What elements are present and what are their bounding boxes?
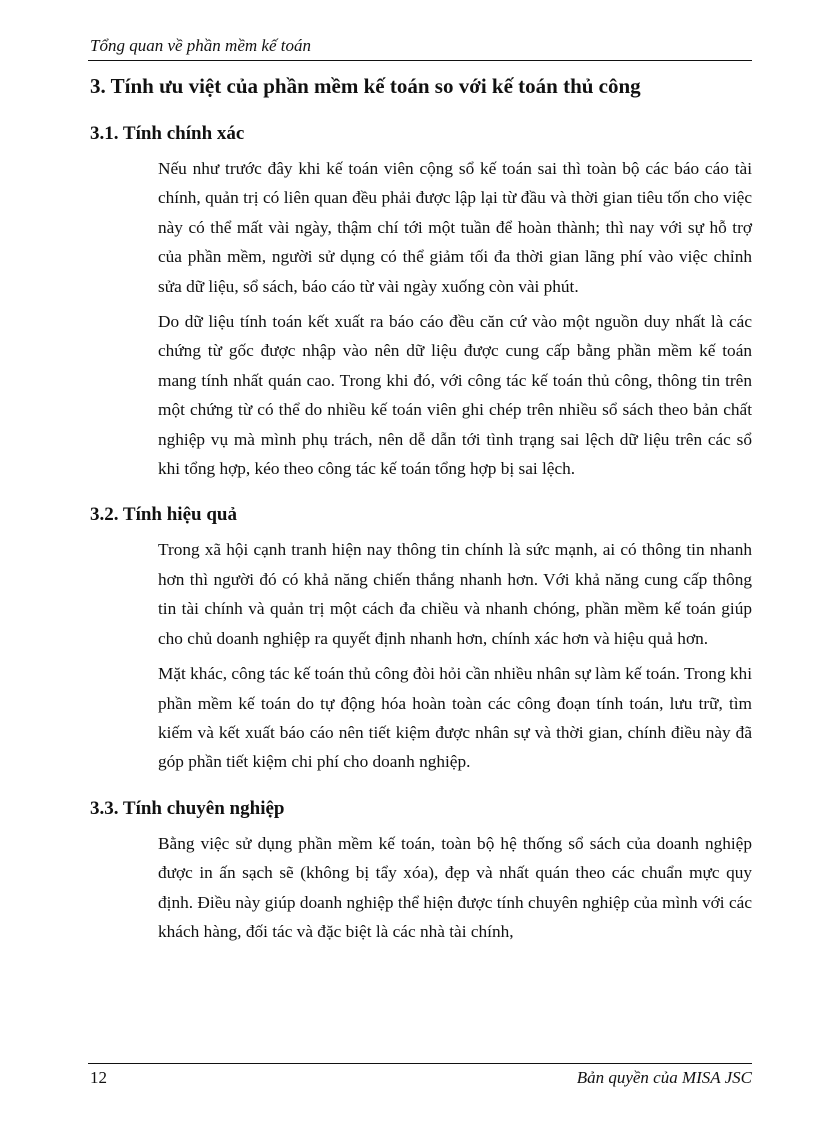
running-header: Tổng quan về phần mềm kế toán [90,36,311,55]
subsection-efficiency [90,501,752,776]
subsection-title-efficiency: 3.2. Tính hiệu quả [90,504,237,526]
paragraph: Trong xã hội cạnh tranh hiện nay thông tin chính là sức mạnh, ai có thông tin nhanh hơn thì người đó có khả năng chiến thắng nhanh hơn. Với khả năng cung cấp thông tin tài chính và quản trị một cách đa chiều và nhanh chóng, phần mềm kế toán giúp cho chủ doanh nghiệp ra quyết định nhanh hơn, chính xác hơn và hiệu quả hơn. [158,540,752,648]
subsection-title-professionalism: 3.3. Tính chuyên nghiệp [90,797,285,819]
footer-divider [88,1063,752,1064]
page-number: 12 [90,1068,107,1087]
section-title: 3. Tính ưu việt của phần mềm kế toán so với kế toán thủ công [90,74,641,98]
paragraph: Do dữ liệu tính toán kết xuất ra báo cáo đều căn cứ vào một nguồn duy nhất là các chứng từ gốc được nhập vào nên dữ liệu được cung cấp bằng phần mềm kế toán mang tính nhất quán cao. Trong khi đó, với công tác kế toán thủ công, thông tin trên một chứng từ có thể do nhiều kế toán viên ghi chép trên nhiều sổ sách theo bản chất nghiệp vụ mà mình phụ trách, nên dễ dẫn tới tình trạng sai lệch dữ liệu trên các sổ khi tổng hợp, kéo theo công tác kế toán tổng hợp bị sai lệch. [158,312,752,479]
paragraph: Mặt khác, công tác kế toán thủ công đòi hỏi cần nhiều nhân sự làm kế toán. Trong khi phần mềm kế toán do tự động hóa hoàn toàn các công đoạn tính toán, lưu trữ, tìm kiếm và kết xuất báo cáo nên tiết kiệm được nhân sự và thời gian, chính điều này đã góp phần tiết kiệm chi phí cho doanh nghiệp. [158,664,752,772]
subsection-accuracy [90,120,752,483]
subsection-professionalism [90,795,752,947]
subsection-title-accuracy: 3.1. Tính chính xác [90,123,245,144]
copyright-notice: Bản quyền của MISA JSC [576,1068,752,1087]
paragraph: Nếu như trước đây khi kế toán viên cộng sổ kế toán sai thì toàn bộ các báo cáo tài chính, quản trị có liên quan đều phải được lập lại từ đầu và thời gian tiêu tốn cho việc này có thể mất vài ngày, thậm chí tới một tuần để hoàn thành; thì nay với sự hỗ trợ của phần mềm, người sử dụng có thể giảm tối đa thời gian lãng phí vào việc chỉnh sửa dữ liệu, sổ sách, báo cáo từ vài ngày xuống còn vài phút. [158,159,752,296]
paragraph: Bằng việc sử dụng phần mềm kế toán, toàn bộ hệ thống sổ sách của doanh nghiệp được in ấn sạch sẽ (không bị tẩy xóa), đẹp và nhất quán theo các chuẩn mực quy định. Điều này giúp doanh nghiệp thể hiện được tính chuyên nghiệp của mình với các khách hàng, đối tác và đặc biệt là các nhà tài chính, [158,833,752,941]
page-content [90,70,752,952]
header-divider [88,60,752,61]
